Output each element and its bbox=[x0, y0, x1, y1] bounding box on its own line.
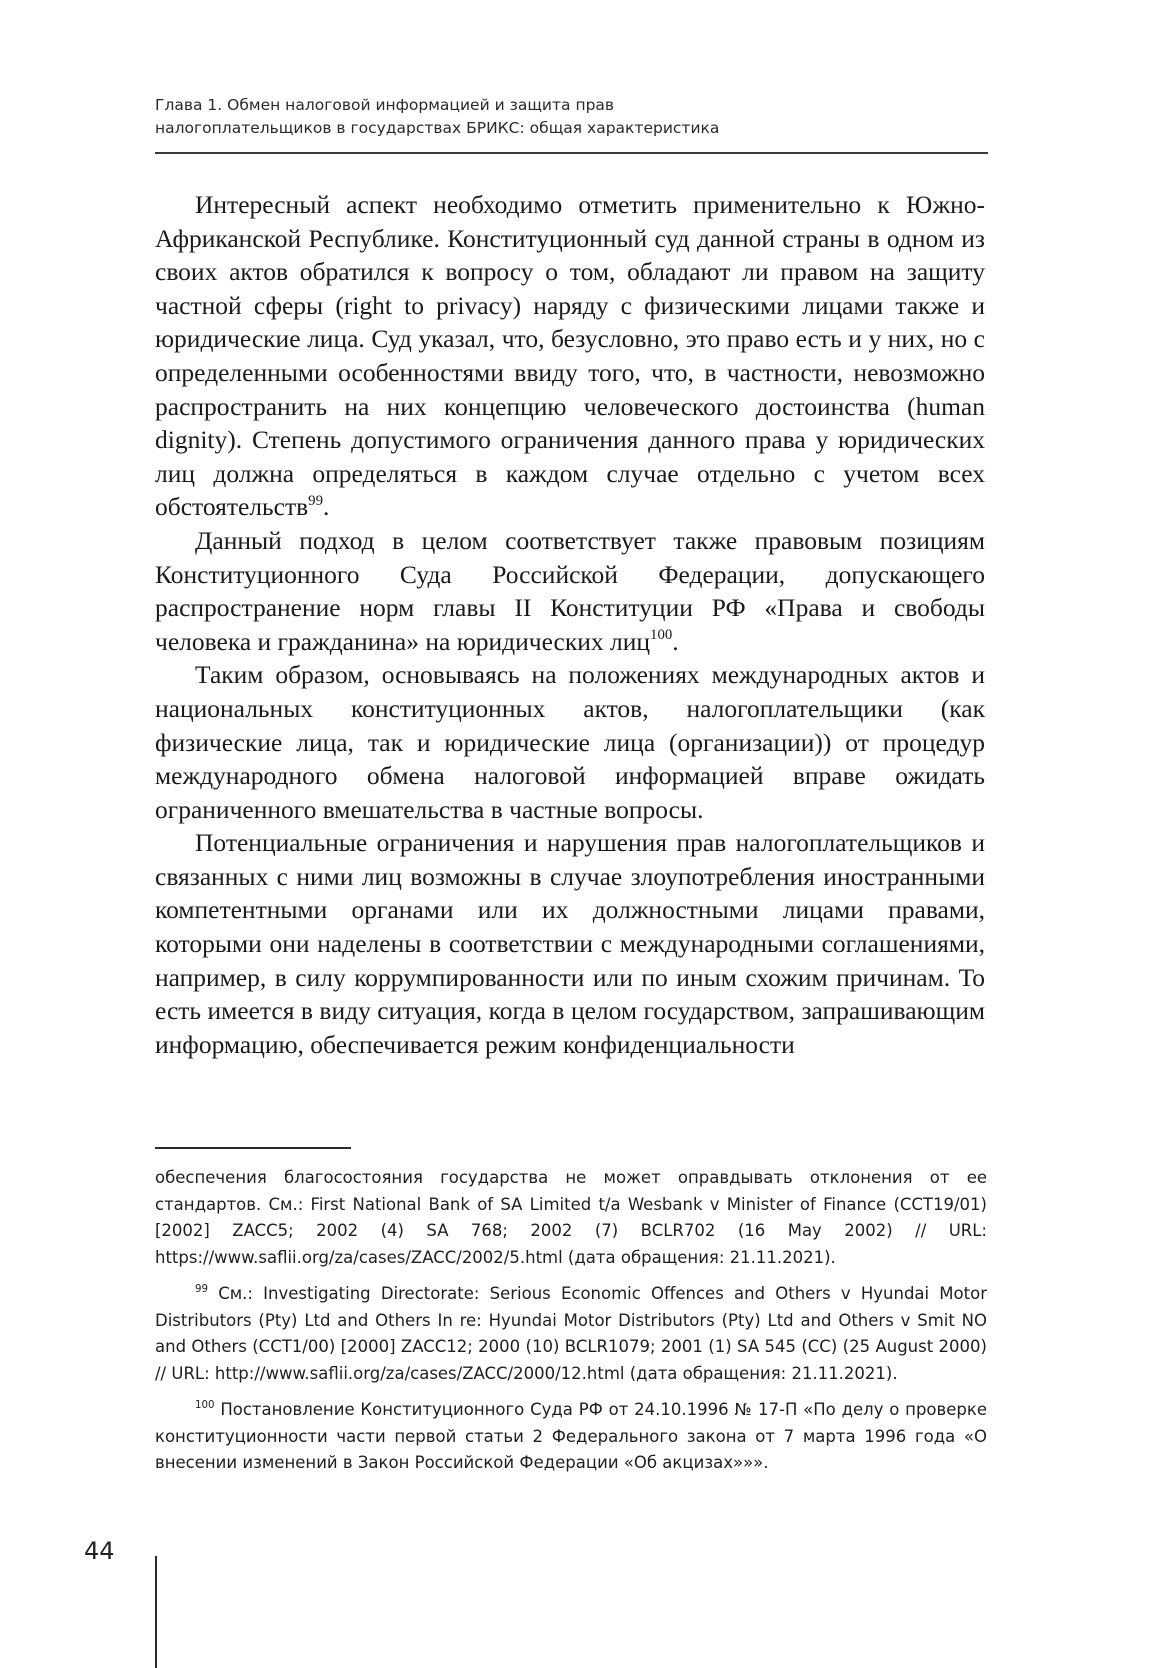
page-number-divider bbox=[155, 1556, 157, 1668]
paragraph-2-end: . bbox=[672, 626, 679, 656]
footnote-99-number: 99 bbox=[195, 1284, 209, 1295]
paragraph-1 bbox=[155, 188, 985, 524]
footnote-100 bbox=[155, 1397, 987, 1477]
page-number: 44 bbox=[84, 1537, 115, 1565]
paragraph-1-end: . bbox=[322, 492, 330, 522]
footnote-ref-99[interactable]: 99 bbox=[308, 493, 323, 510]
paragraph-2-text: Данный подход в целом соответствует также правовым позициям Конституционного Суда Российской Федерации, допускающего распространение норм главы II Конституции РФ «Права и свободы человека и гражданина» на юридических лиц bbox=[155, 525, 985, 656]
footnote-divider bbox=[155, 1147, 351, 1149]
header-divider bbox=[155, 152, 988, 154]
footnote-99 bbox=[155, 1281, 987, 1387]
footnotes bbox=[155, 1165, 987, 1487]
running-header-line-1: Глава 1. Обмен налоговой информацией и защита прав bbox=[155, 96, 615, 114]
footnote-99-text: См.: Investigating Directorate: Serious Economic Offences and Others v Hyundai Motor Distributors (Pty) Ltd and Others In re: Hyundai Motor Distributors (Pty) Ltd and Others v Smit NO and Others (CCT1/00) [2000] ZACC12; 2000 (10) BCLR1079; 2001 (1) SA 545 (CC) (25 August 2000) // URL: http://www.saflii.org/za/cases/ZACC/2000/12.html (дата обращения: 21.11.2021). bbox=[155, 1284, 987, 1383]
paragraph-3: Таким образом, основываясь на положениях международных актов и национальных конституционных актов, налогоплательщики (как физические лица, так и юридические лица (организации)) от процедур международного обмена налоговой информацией вправе ожидать ограниченного вмешательства в частные вопросы. bbox=[155, 660, 985, 824]
paragraph-2 bbox=[155, 524, 985, 658]
main-text bbox=[155, 188, 985, 1061]
footnote-100-text: Постановление Конституционного Суда РФ от 24.10.1996 № 17-П «По делу о проверке конституционности части первой статьи 2 Федерального закона от 7 марта 1996 года «О внесении изменений в Закон Российской Федерации «Об акцизах»»». bbox=[155, 1400, 987, 1472]
running-header bbox=[155, 94, 985, 140]
running-header-line-2: налогоплательщиков в государствах БРИКС: общая характеристика bbox=[155, 119, 720, 137]
paragraph-4: Потенциальные ограничения и нарушения прав налогоплательщиков и связанных с ними лиц возможны в случае злоупотребления иностранными компетентными органами или их должностными лицами правами, которыми они наделены в соответствии с международными соглашениями, например, в силу коррумпированности или по иным схожим причинам. То есть имеется в виду ситуация, когда в целом государством, запрашивающим информацию, обеспечивается режим конфиденциальности bbox=[155, 828, 985, 1059]
footnote-continued: обеспечения благосостояния государства не может оправдывать отклонения от ее стандартов. См.: First National Bank of SA Limited t/a Wesbank v Minister of Finance (CCT19/01) [2002] ZACC5; 2002 (4) SA 768; 2002 (7) BCLR702 (16 May 2002) // URL: https://www.saflii.org/za/cases/ZACC/2002/5.html (дата обращения: 21.11.2021). bbox=[155, 1168, 987, 1267]
paragraph-1-text: Интересный аспект необходимо отметить применительно к Южно-Африканской Республике. Конституционный суд данной страны в одном из своих актов обратился к вопросу о том, обладают ли правом на защиту частной сферы (right to privacy) наряду с физическими лицами также и юридические лица. Суд указал, что, безусловно, это право есть и у них, но с определенными особенностями ввиду того, что, в частности, невозможно распространить на них концепцию человеческого достоинства (human dignity). Степень допустимого ограничения данного права у юридических лиц должна определяться в каждом случае отдельно с учетом всех обстоятельств bbox=[155, 190, 985, 522]
footnote-ref-100[interactable]: 100 bbox=[650, 627, 673, 644]
footnote-100-number: 100 bbox=[195, 1400, 215, 1411]
